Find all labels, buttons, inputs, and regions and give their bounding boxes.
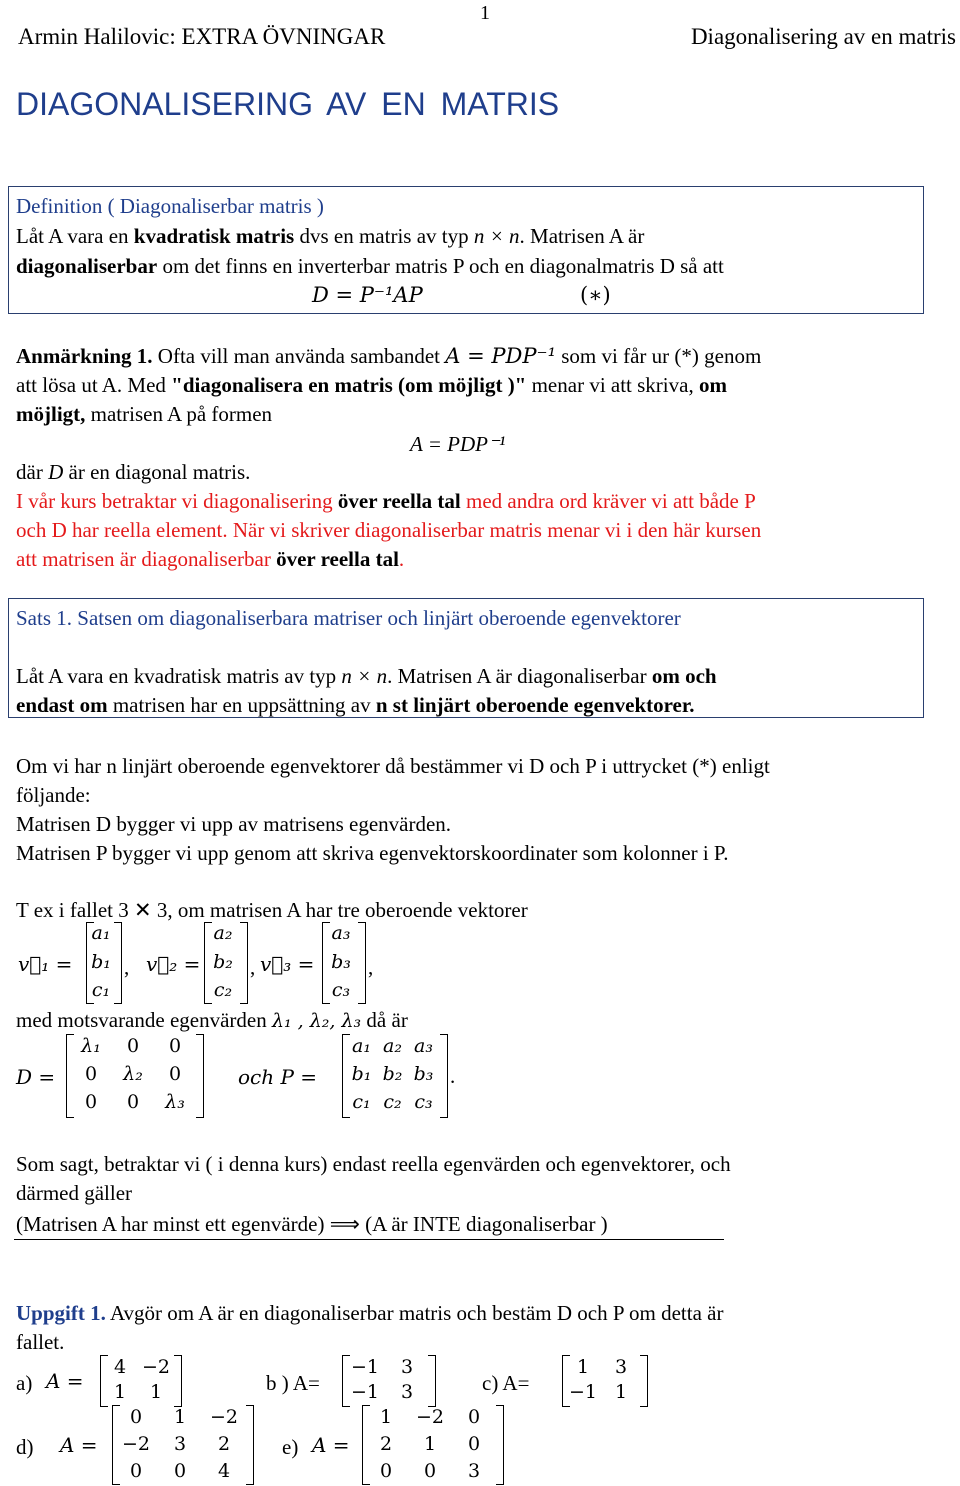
p-bracket-right bbox=[440, 1034, 448, 1118]
text: När vi skriver diagonaliserbar matris menar vi i den här kursen bbox=[232, 518, 762, 542]
page-number: 1 bbox=[480, 2, 490, 24]
p-matrix-cell-2-1: c₂ bbox=[383, 1091, 402, 1113]
och-p-label: och P = bbox=[238, 1065, 318, 1089]
v1-label: v⃗₁ = bbox=[18, 952, 73, 976]
v3-bracket-right bbox=[358, 922, 366, 1004]
p-end-period: . bbox=[450, 1064, 456, 1088]
definition-formula-tag: (∗) bbox=[580, 283, 611, 307]
ex-e-cell-0-2: 0 bbox=[467, 1406, 481, 1428]
v3-c0: a₃ bbox=[331, 922, 351, 944]
text-bold: om bbox=[698, 373, 727, 397]
text: . bbox=[398, 547, 405, 571]
p-matrix-cell-0-2: a₃ bbox=[414, 1035, 433, 1057]
text: som vi får ur (*) genom bbox=[556, 344, 762, 368]
math-nxn: n × n bbox=[341, 664, 388, 688]
ex-c-bracket-right bbox=[640, 1355, 648, 1407]
text-bold: över reella tal bbox=[276, 547, 399, 571]
ex-d-cell-1-1: 3 bbox=[173, 1433, 187, 1455]
definition-line-2 bbox=[16, 254, 724, 278]
ex-d-cell-0-1: 1 bbox=[173, 1406, 187, 1428]
ex-c-cell-0-0: 1 bbox=[576, 1356, 590, 1378]
ex-a-cell-0-0: 4 bbox=[113, 1356, 127, 1378]
ex-d-cell-0-2: −2 bbox=[209, 1406, 238, 1428]
ex-e-eq: A = bbox=[312, 1433, 350, 1457]
ex-a-eq: A = bbox=[46, 1369, 84, 1393]
v2-c2: c₂ bbox=[213, 979, 233, 1001]
d-matrix-cell-0-0: λ₁ bbox=[81, 1035, 101, 1057]
text: och D har reella element. bbox=[16, 518, 233, 542]
exercise-heading: Uppgift 1. bbox=[16, 1301, 106, 1325]
text: Satsen om diagonaliserbara matriser och linjärt oberoende egenvektorer bbox=[72, 606, 681, 630]
math-formula: A = PDP⁻¹ bbox=[445, 344, 556, 368]
body-p9 bbox=[16, 1212, 608, 1236]
theorem-line-2 bbox=[16, 693, 695, 717]
math-nxn: n × n bbox=[473, 224, 520, 248]
ex-e-bracket-right bbox=[496, 1405, 504, 1485]
body-p1: Om vi har n linjärt oberoende egenvektorer då bestämmer vi D och P i uttrycket (*) enligt bbox=[16, 754, 770, 778]
definition-heading: Definition ( Diagonaliserbar matris ) bbox=[16, 194, 324, 218]
theorem-line-1 bbox=[16, 664, 717, 688]
text: matrisen har en uppsättning av bbox=[107, 693, 376, 717]
ex-d-bracket-right bbox=[246, 1405, 254, 1485]
text: är en diagonal matris. bbox=[63, 460, 251, 484]
d-matrix-cell-1-1: λ₂ bbox=[123, 1063, 143, 1085]
body-p5: T ex i fallet 3 ✕ 3, om matrisen A har tre oberoende vektorer bbox=[16, 898, 528, 922]
text: då är bbox=[361, 1008, 408, 1032]
text: Låt A vara en kvadratisk matris av typ bbox=[16, 664, 342, 688]
text: I vår kurs betraktar vi diagonalisering bbox=[16, 489, 338, 513]
ex-e-cell-1-0: 2 bbox=[379, 1433, 393, 1455]
theorem-heading bbox=[16, 606, 681, 630]
underline-rule bbox=[14, 1239, 724, 1240]
text: . Matrisen A är bbox=[519, 224, 645, 248]
v1-c1: b₁ bbox=[91, 951, 111, 973]
ex-e-cell-2-0: 0 bbox=[379, 1460, 393, 1482]
text: Ofta vill man använda sambandet bbox=[152, 344, 446, 368]
p-matrix-cell-0-0: a₁ bbox=[352, 1035, 371, 1057]
d-matrix-cell-1-0: 0 bbox=[84, 1063, 98, 1085]
ex-b-cell-0-0: −1 bbox=[350, 1356, 379, 1378]
ex-d-eq: A = bbox=[60, 1433, 98, 1457]
body-p8: därmed gäller bbox=[16, 1181, 133, 1205]
ex-d-cell-2-2: 4 bbox=[217, 1460, 231, 1482]
definition-line-1 bbox=[16, 224, 644, 248]
v1-c2: c₁ bbox=[91, 979, 111, 1001]
text: att lösa ut A. Med bbox=[16, 373, 172, 397]
ex-d-label: d) bbox=[16, 1435, 34, 1459]
v2-c1: b₂ bbox=[213, 951, 233, 973]
exercise-line-1 bbox=[16, 1301, 723, 1325]
p-matrix-cell-0-1: a₂ bbox=[383, 1035, 402, 1057]
page-title: DIAGONALISERING AV EN MATRIS bbox=[16, 86, 560, 122]
text-bold: över reella tal bbox=[337, 489, 461, 513]
remark-label: Anmärkning 1. bbox=[16, 344, 153, 368]
text-bold: om och bbox=[651, 664, 717, 688]
v3-c2: c₃ bbox=[331, 979, 351, 1001]
body-p2: följande: bbox=[16, 783, 91, 807]
d-bracket-right bbox=[196, 1034, 204, 1118]
ex-d-cell-2-1: 0 bbox=[173, 1460, 187, 1482]
text: dvs en matris av typ bbox=[294, 224, 474, 248]
remark-formula: A = PDP⁻¹ bbox=[410, 432, 506, 456]
text: om det finns en inverterbar matris P och en diagonalmatris D så att bbox=[157, 254, 724, 278]
body-p3: Matrisen D bygger vi upp av matrisens egenvärden. bbox=[16, 812, 452, 836]
ex-a-cell-1-1: 1 bbox=[149, 1381, 163, 1403]
ex-e-cell-0-0: 1 bbox=[379, 1406, 393, 1428]
d-matrix-cell-2-0: 0 bbox=[84, 1091, 98, 1113]
d-matrix-cell-2-1: 0 bbox=[126, 1091, 140, 1113]
red-note-line-1 bbox=[16, 489, 756, 513]
remark-line-2 bbox=[16, 373, 727, 397]
v2-c0: a₂ bbox=[213, 922, 233, 944]
ex-d-cell-1-2: 2 bbox=[217, 1433, 231, 1455]
body-p6 bbox=[16, 1008, 408, 1033]
d-matrix-cell-1-2: 0 bbox=[168, 1063, 182, 1085]
p-matrix-cell-1-2: b₃ bbox=[413, 1063, 434, 1085]
v1-c0: a₁ bbox=[91, 922, 111, 944]
ex-d-cell-0-0: 0 bbox=[129, 1406, 143, 1428]
text-bold: endast om bbox=[16, 693, 108, 717]
text: med andra ord kräver vi att både P bbox=[460, 489, 756, 513]
definition-formula: D = P⁻¹AP bbox=[312, 283, 423, 307]
ex-e-label: e) bbox=[282, 1435, 299, 1459]
body-p4: Matrisen P bygger vi upp genom att skriva egenvektorskoordinater som kolonner i P. bbox=[16, 841, 729, 865]
math-lambdas: λ₁ , λ₂, λ₃ bbox=[271, 1010, 362, 1032]
d-label: D = bbox=[16, 1065, 56, 1089]
v3-label: v⃗₃ = bbox=[260, 952, 315, 976]
d-matrix-cell-2-2: λ₃ bbox=[165, 1091, 185, 1113]
ex-e-cell-1-1: 1 bbox=[423, 1433, 437, 1455]
ex-b-cell-1-1: 3 bbox=[400, 1381, 414, 1403]
p-matrix-cell-1-1: b₂ bbox=[382, 1063, 403, 1085]
ex-e-cell-0-1: −2 bbox=[415, 1406, 444, 1428]
ex-e-cell-2-1: 0 bbox=[423, 1460, 437, 1482]
ex-b-label: b ) A= bbox=[266, 1371, 320, 1395]
ex-b-cell-1-0: −1 bbox=[350, 1381, 379, 1403]
text-bold: "diagonalisera en matris (om möjligt )" bbox=[171, 373, 527, 397]
text: Avgör om A är en diagonaliserbar matris och bestäm D och P om detta är bbox=[105, 1301, 724, 1325]
text: . Matrisen A är diagonaliserbar bbox=[387, 664, 652, 688]
text: att matrisen är diagonaliserbar bbox=[16, 547, 277, 571]
ex-c-cell-0-1: 3 bbox=[614, 1356, 628, 1378]
d-matrix-cell-0-1: 0 bbox=[126, 1035, 140, 1057]
ex-c-cell-1-0: −1 bbox=[568, 1381, 597, 1403]
running-header-right: Diagonalisering av en matris bbox=[690, 24, 956, 49]
ex-e-cell-2-2: 3 bbox=[467, 1460, 481, 1482]
body-p7: Som sagt, betraktar vi ( i denna kurs) endast reella egenvärden och egenvektorer, och bbox=[16, 1152, 731, 1176]
remark-line-4 bbox=[16, 460, 250, 484]
text: menar vi att skriva, bbox=[526, 373, 699, 397]
p-matrix-cell-2-2: c₃ bbox=[414, 1091, 433, 1113]
text-bold: n st linjärt oberoende egenvektorer. bbox=[375, 693, 695, 717]
text-bold: möjligt, bbox=[16, 402, 86, 426]
p-matrix-cell-1-0: b₁ bbox=[351, 1063, 372, 1085]
ex-b-bracket-right bbox=[428, 1355, 436, 1407]
text-bold: kvadratisk matris bbox=[133, 224, 295, 248]
ex-a-bracket-right bbox=[174, 1355, 182, 1407]
math-d: D bbox=[48, 460, 64, 484]
v3-c1: b₃ bbox=[331, 951, 351, 973]
red-note-line-2 bbox=[16, 518, 761, 542]
v3-comma: , bbox=[368, 955, 374, 979]
ex-a-label: a) bbox=[16, 1371, 33, 1395]
remark-line-3 bbox=[16, 402, 272, 426]
text: Låt A vara en bbox=[16, 224, 134, 248]
ex-a-cell-0-1: −2 bbox=[141, 1356, 170, 1378]
ex-d-cell-2-0: 0 bbox=[129, 1460, 143, 1482]
text: matrisen A på formen bbox=[85, 402, 273, 426]
red-note-line-3 bbox=[16, 547, 404, 571]
text-bold: diagonaliserbar bbox=[16, 254, 158, 278]
ex-a-cell-1-0: 1 bbox=[113, 1381, 127, 1403]
p-matrix-cell-2-0: c₁ bbox=[352, 1091, 371, 1113]
v2-bracket-right bbox=[240, 922, 248, 1004]
v2-comma: , bbox=[250, 955, 256, 979]
ex-d-cell-1-0: −2 bbox=[121, 1433, 150, 1455]
v2-label: v⃗₂ = bbox=[146, 952, 201, 976]
text: Sats 1. bbox=[16, 606, 73, 630]
ex-c-cell-1-1: 1 bbox=[614, 1381, 628, 1403]
text: (Matrisen A har minst ett egenvärde) bbox=[16, 1212, 330, 1236]
implies-arrow-icon: ⟹ bbox=[329, 1212, 360, 1236]
remark-line-1 bbox=[16, 344, 761, 368]
d-matrix-cell-0-2: 0 bbox=[168, 1035, 182, 1057]
text: (A är INTE diagonaliserbar ) bbox=[359, 1212, 608, 1236]
v1-bracket-right bbox=[114, 922, 122, 1004]
ex-c-label: c) A= bbox=[482, 1371, 530, 1395]
running-header-left: Armin Halilovic: EXTRA ÖVNINGAR bbox=[18, 24, 386, 49]
v1-comma: , bbox=[124, 955, 130, 979]
ex-e-cell-1-2: 0 bbox=[467, 1433, 481, 1455]
ex-b-cell-0-1: 3 bbox=[400, 1356, 414, 1378]
text: med motsvarande egenvärden bbox=[16, 1008, 272, 1032]
exercise-line-2: fallet. bbox=[16, 1330, 65, 1354]
text: där bbox=[16, 460, 49, 484]
